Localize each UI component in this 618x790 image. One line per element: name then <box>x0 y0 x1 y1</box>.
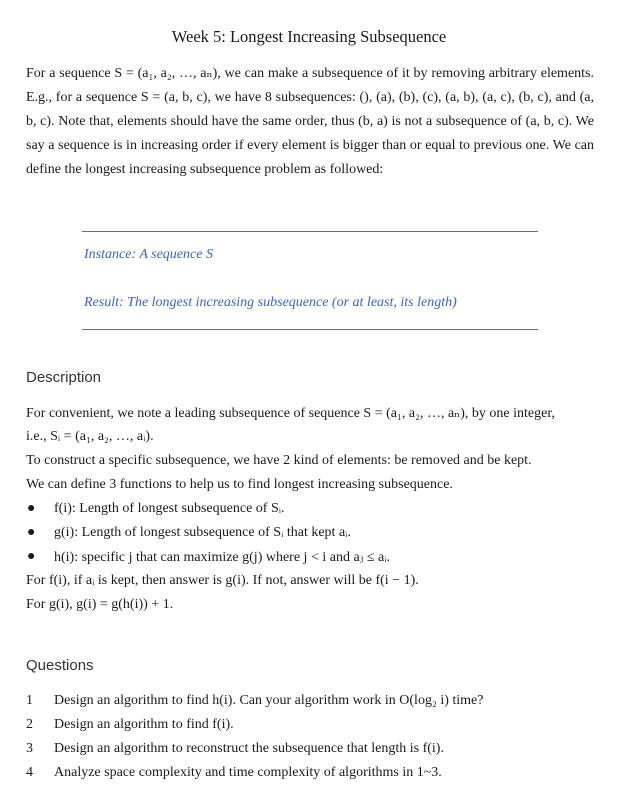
question-number: 3 <box>26 741 33 756</box>
description-line-2: i.e., Sᵢ = (a₁, a₂, …, aᵢ). <box>26 429 154 444</box>
question-number: 1 <box>26 693 33 708</box>
bullet-dot-icon: ● <box>27 525 36 540</box>
question-text: Analyze space complexity and time complexity of algorithms in 1~3. <box>54 765 442 780</box>
description-line-4: We can define 3 functions to help us to find longest increasing subsequence. <box>26 477 453 492</box>
problem-bottom-rule <box>82 329 538 330</box>
question-text: Design an algorithm to reconstruct the subsequence that length is f(i). <box>54 741 444 756</box>
problem-top-rule <box>82 231 538 232</box>
description-heading: Description <box>26 369 102 386</box>
bullet-dot-icon: ● <box>27 549 36 564</box>
questions-heading: Questions <box>26 657 94 674</box>
problem-instance: Instance: A sequence S <box>84 247 213 262</box>
intro-paragraph: For a sequence S = (a₁, a₂, …, aₙ), we can make a subsequence of it by removing arbitrary elements. E.g., for a sequence S = (a, b, c), we have 8 subsequences: (), (a), (b), (c), (a, b), (a, c), (b, c), and (a, b, c). Note that, elements should have the same order, thus (b, a) is not a subsequence of (a, b, c). We say a sequence is in increasing order if every element is bigger than or equal to previous one. We can define the longest increasing subsequence problem as followed: <box>26 66 594 177</box>
bullet-h: h(i): specific j that can maximize g(j) where j < i and aⱼ ≤ aᵢ. <box>54 550 391 565</box>
question-text: Design an algorithm to find h(i). Can your algorithm work in O(log₂ i) time? <box>54 693 484 708</box>
bullet-dot-icon: ● <box>27 501 36 516</box>
bullet-f: f(i): Length of longest subsequence of Sᵢ. <box>54 501 285 516</box>
question-number: 4 <box>26 765 33 780</box>
question-number: 2 <box>26 717 33 732</box>
description-f-rule: For f(i), if aᵢ is kept, then answer is g(i). If not, answer will be f(i − 1). <box>26 573 419 588</box>
page-title: Week 5: Longest Increasing Subsequence <box>171 27 447 46</box>
bullet-g: g(i): Length of longest subsequence of Sᵢ that kept aᵢ. <box>54 525 351 540</box>
description-g-rule: For g(i), g(i) = g(h(i)) + 1. <box>26 597 174 612</box>
question-text: Design an algorithm to find f(i). <box>54 717 234 732</box>
problem-result: Result: The longest increasing subsequence (or at least, its length) <box>84 295 457 310</box>
description-line-3: To construct a specific subsequence, we have 2 kind of elements: be removed and be kept. <box>26 453 532 468</box>
description-line-1: For convenient, we note a leading subsequence of sequence S = (a₁, a₂, …, aₙ), by one integer, <box>26 406 555 421</box>
